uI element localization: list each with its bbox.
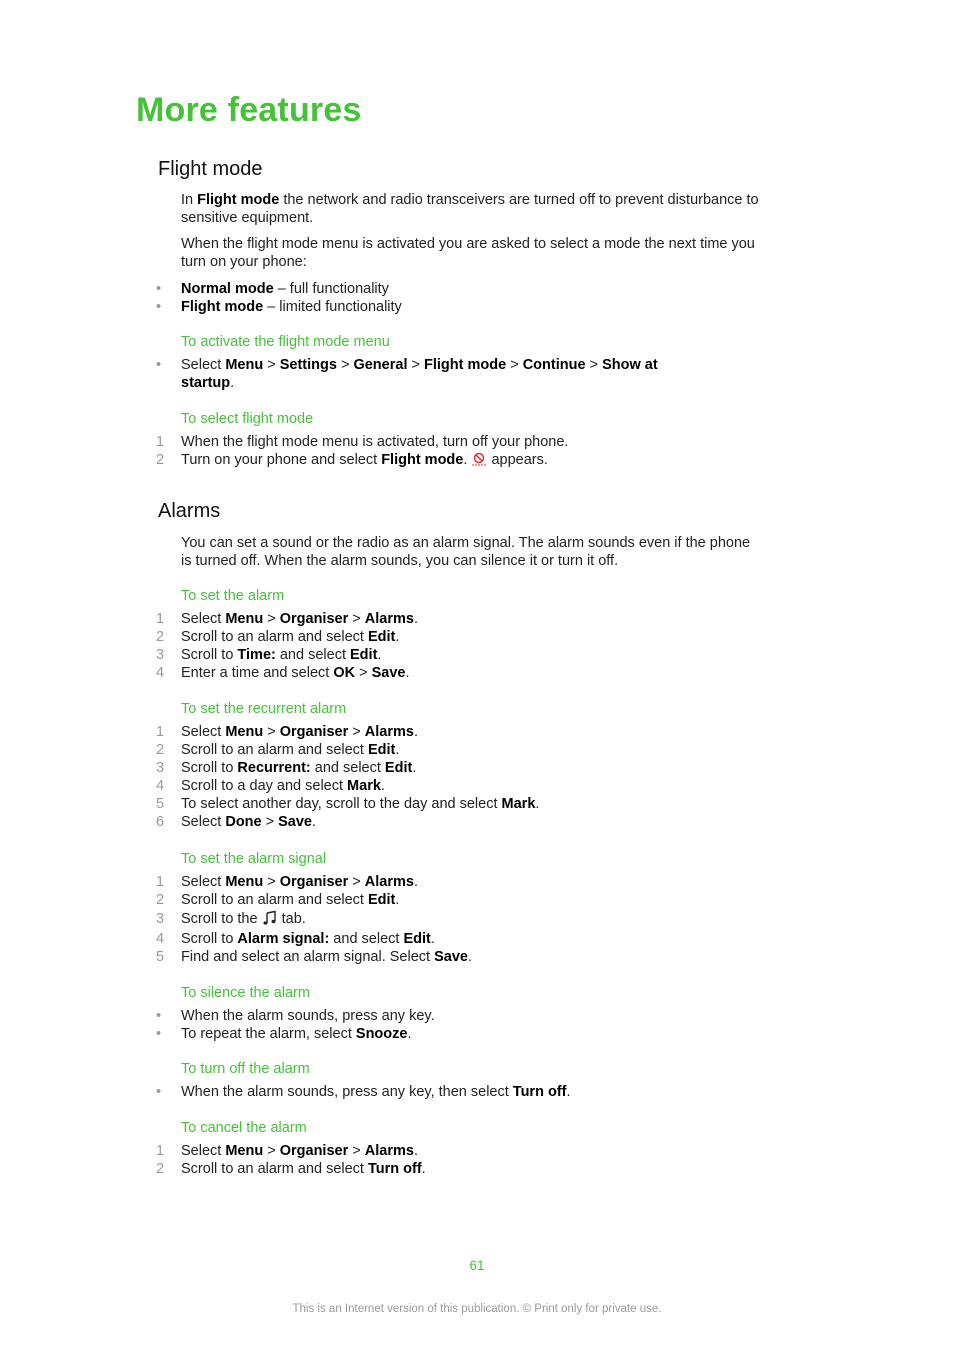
step-number: 6 <box>156 814 165 830</box>
step-text: Scroll to an alarm and select Edit. <box>181 892 400 908</box>
step-text: Scroll to Alarm signal: and select Edit. <box>181 931 435 947</box>
bullet: • <box>156 299 162 315</box>
bullet: • <box>156 281 162 297</box>
step-number: 3 <box>156 760 165 776</box>
step-text: Select Menu > Organiser > Alarms. <box>181 874 418 890</box>
step-number: 1 <box>156 1143 165 1159</box>
step-text: Scroll to an alarm and select Edit. <box>181 742 400 758</box>
step-text: Enter a time and select OK > Save. <box>181 665 410 681</box>
step-number: 3 <box>156 647 165 663</box>
step-number: 5 <box>156 949 165 965</box>
subheading-activate-flight-menu: To activate the flight mode menu <box>181 334 390 350</box>
step-text: Scroll to Recurrent: and select Edit. <box>181 760 417 776</box>
subheading-alarm-signal: To set the alarm signal <box>181 851 327 867</box>
bullet: • <box>156 1026 162 1042</box>
step-number: 2 <box>156 892 165 908</box>
step-number: 1 <box>156 611 165 627</box>
step-text: When the flight mode menu is activated, turn off your phone. <box>181 434 569 450</box>
flight-menu-paragraph: When the flight mode menu is activated you are asked to select a mode the next time you turn on your phone: <box>181 236 755 270</box>
step-text: Scroll to an alarm and select Turn off. <box>181 1161 426 1177</box>
list-item: Normal mode – full functionality <box>181 281 389 297</box>
list-item: Select Menu > Settings > General > Flight mode > Continue > Show at startup. <box>181 357 658 391</box>
step-number: 1 <box>156 724 165 740</box>
section-heading-flight-mode: Flight mode <box>158 158 263 180</box>
list-item: When the alarm sounds, press any key. <box>181 1008 435 1024</box>
alarms-intro-paragraph: You can set a sound or the radio as an alarm signal. The alarm sounds even if the phone is turned off. When the alarm sounds, you can silence it or turn it off. <box>181 535 751 569</box>
step-number: 4 <box>156 665 165 681</box>
subheading-cancel-alarm: To cancel the alarm <box>181 1120 307 1136</box>
step-number: 3 <box>156 911 165 927</box>
step-number: 1 <box>156 434 165 450</box>
flight-intro-paragraph: In Flight mode the network and radio transceivers are turned off to prevent disturbance to sensitive equipment. <box>181 192 759 226</box>
subheading-recurrent-alarm: To set the recurrent alarm <box>181 701 347 717</box>
step-number: 1 <box>156 874 165 890</box>
step-text: To select another day, scroll to the day and select Mark. <box>181 796 540 812</box>
bullet: • <box>156 1008 162 1024</box>
footer-note: This is an Internet version of this publication. © Print only for private use. <box>292 1303 662 1315</box>
step-number: 2 <box>156 742 165 758</box>
list-item: When the alarm sounds, press any key, then select Turn off. <box>181 1084 571 1100</box>
step-text: Scroll to Time: and select Edit. <box>181 647 382 663</box>
bullet: • <box>156 1084 162 1100</box>
step-text: Turn on your phone and select Flight mode. appears. <box>181 452 548 468</box>
step-text: Find and select an alarm signal. Select Save. <box>181 949 472 965</box>
subheading-select-flight-mode: To select flight mode <box>181 411 314 427</box>
step-number: 2 <box>156 1161 165 1177</box>
step-number: 4 <box>156 778 165 794</box>
step-text: Scroll to a day and select Mark. <box>181 778 385 794</box>
subheading-silence-alarm: To silence the alarm <box>181 985 310 1001</box>
section-heading-alarms: Alarms <box>158 500 221 522</box>
list-item: To repeat the alarm, select Snooze. <box>181 1026 412 1042</box>
step-text: Select Menu > Organiser > Alarms. <box>181 724 418 740</box>
step-number: 2 <box>156 452 165 468</box>
step-number: 5 <box>156 796 165 812</box>
step-text: Scroll to an alarm and select Edit. <box>181 629 400 645</box>
step-text: Scroll to the tab. <box>181 911 306 927</box>
bullet: • <box>156 357 162 373</box>
flight-mode-icon <box>471 452 487 468</box>
subheading-turn-off-alarm: To turn off the alarm <box>181 1061 310 1077</box>
step-text: Select Done > Save. <box>181 814 317 830</box>
step-number: 4 <box>156 931 165 947</box>
music-note-icon <box>262 911 278 927</box>
step-number: 2 <box>156 629 165 645</box>
page-number: 61 <box>469 1258 485 1273</box>
step-text: Select Menu > Organiser > Alarms. <box>181 1143 418 1159</box>
page-title: More features <box>136 91 362 129</box>
subheading-set-alarm: To set the alarm <box>181 588 285 604</box>
step-text: Select Menu > Organiser > Alarms. <box>181 611 418 627</box>
list-item: Flight mode – limited functionality <box>181 299 402 315</box>
